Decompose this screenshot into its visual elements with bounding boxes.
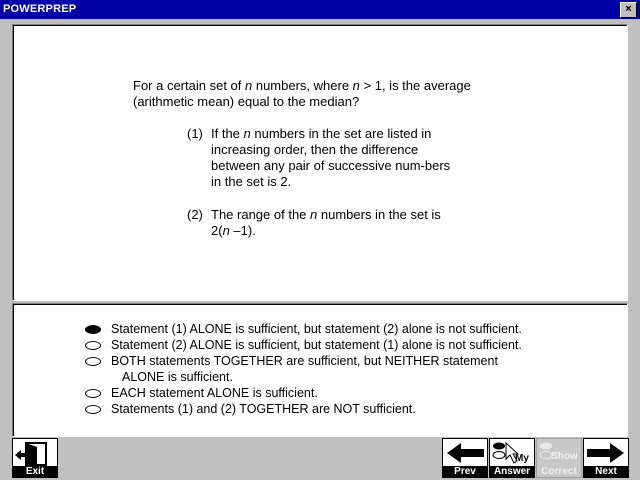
show-correct-label: Correct [537, 466, 581, 477]
show-correct-sublabel: Show [551, 451, 578, 462]
answer-option-label: Statements (1) and (2) TOGETHER are NOT sufficient. [111, 402, 416, 416]
question-stem: For a certain set of n numbers, where n > 1, is the average (arithmetic mean) equal to the median? [133, 78, 471, 109]
show-correct-button[interactable] [536, 438, 582, 478]
statement-1-number: (1) [187, 126, 203, 141]
statement-2-number: (2) [187, 207, 203, 222]
answer-option-label: Statement (2) ALONE is sufficient, but statement (1) alone is not sufficient. [111, 338, 522, 352]
statement-1-text: If the n numbers in the set are listed in increasing order, then the difference between any pair of successive num-bers in the set is 2. [211, 126, 451, 189]
question-panel [12, 24, 628, 301]
next-label: Next [584, 466, 628, 477]
title-bar [0, 0, 640, 19]
my-answer-button[interactable] [489, 438, 535, 478]
exit-button[interactable] [12, 438, 58, 478]
window-title: POWERPREP [3, 3, 77, 15]
answer-option-label: Statement (1) ALONE is sufficient, but statement (2) alone is not sufficient. [111, 322, 522, 336]
arrow-right-icon [584, 439, 628, 467]
radio-button-selected[interactable] [85, 325, 101, 334]
radio-button[interactable] [85, 341, 101, 350]
my-answer-sublabel: My [515, 453, 529, 464]
close-button[interactable]: × [620, 2, 637, 18]
prev-button[interactable] [442, 438, 488, 478]
radio-button[interactable] [85, 357, 101, 366]
answer-option-label: BOTH statements TOGETHER are sufficient, but NEITHER statement [111, 354, 498, 368]
statement-2-text: The range of the n numbers in the set is 2(n –1). [211, 207, 441, 238]
my-answer-label: Answer [490, 466, 534, 477]
radio-button[interactable] [85, 405, 101, 414]
door-exit-icon [13, 439, 57, 467]
answer-panel [12, 303, 628, 437]
answer-option-label-continued: ALONE is sufficient. [122, 370, 233, 384]
exit-label: Exit [13, 466, 57, 477]
radio-button[interactable] [85, 389, 101, 398]
arrow-left-icon [443, 439, 487, 467]
prev-label: Prev [443, 466, 487, 477]
answer-option-label: EACH statement ALONE is sufficient. [111, 386, 318, 400]
next-button[interactable] [583, 438, 629, 478]
